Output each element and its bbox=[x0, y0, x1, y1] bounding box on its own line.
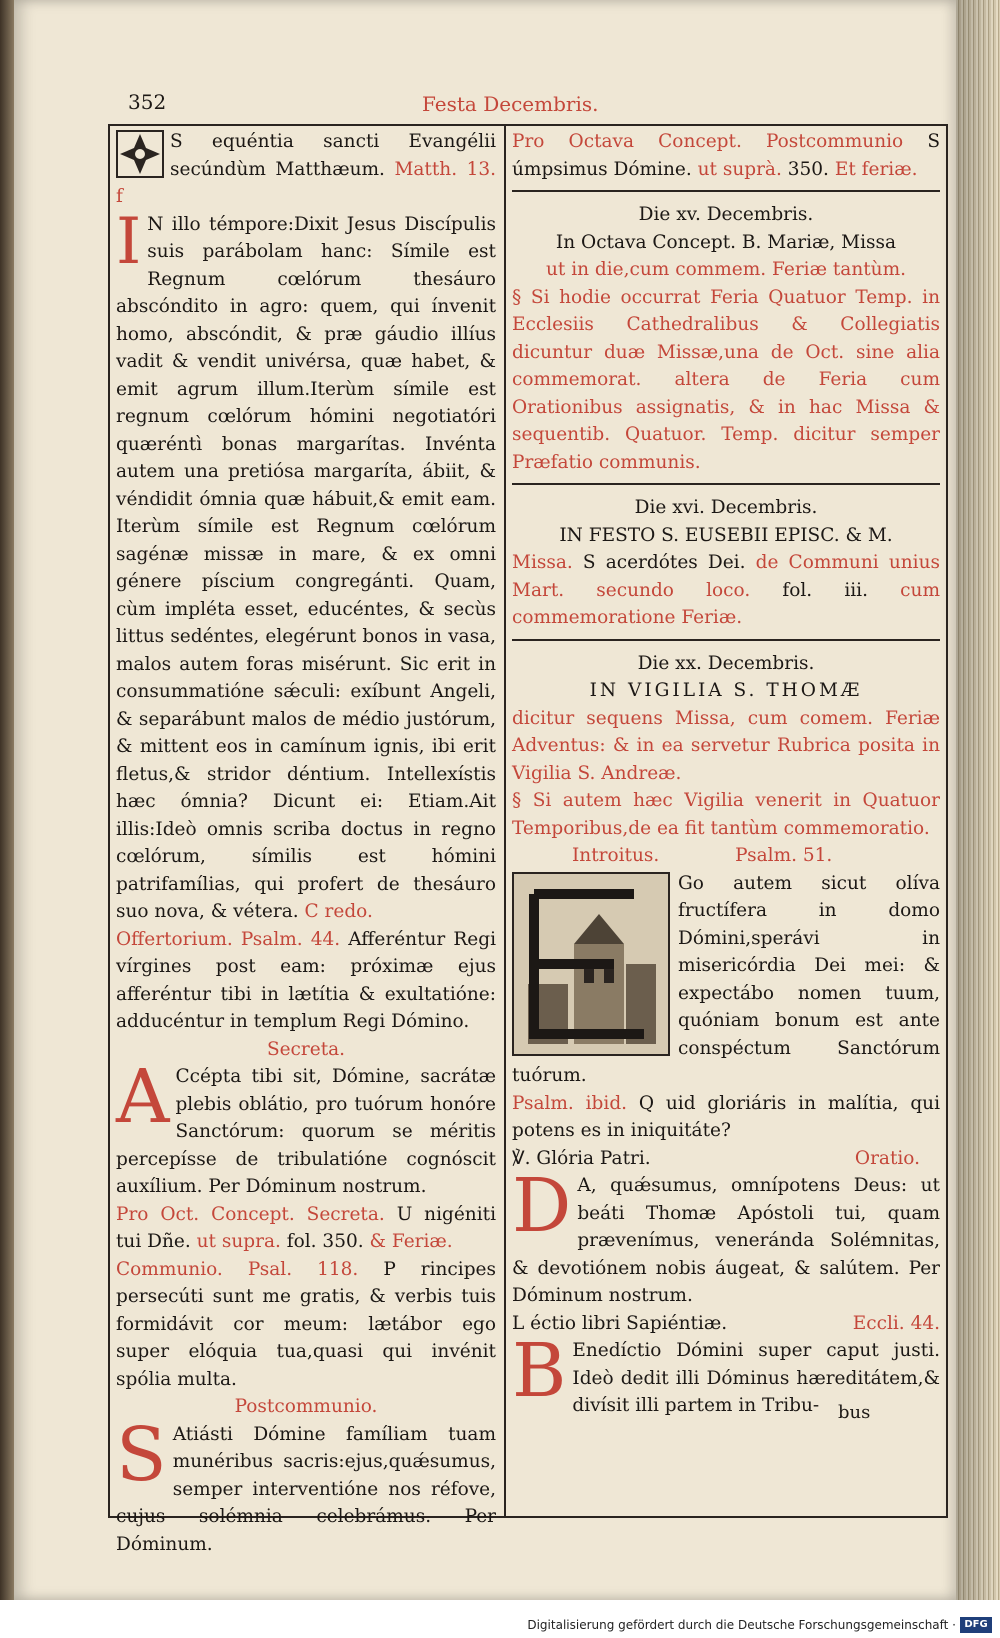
postcommunion-dropcap: S bbox=[116, 1411, 167, 1498]
column-divider bbox=[504, 124, 506, 1516]
day20-title: Die xx. Decembris. bbox=[637, 652, 815, 674]
psalm-text: Q uid gloriáris in malítia, qui potens es in iniquitáte? bbox=[512, 1092, 940, 1141]
running-title: Festa Decembris. bbox=[422, 92, 599, 116]
octave-secreta-text: U nigéniti tui Dñe. bbox=[116, 1203, 496, 1252]
secreta-label: Secreta. bbox=[266, 1038, 346, 1060]
introit-psalm: Psalm. 51. bbox=[735, 845, 833, 866]
octave-postcomm-label: Pro Octava Concept. Postcommunio bbox=[512, 131, 904, 152]
digitization-credit: Digitalisierung gefördert durch die Deutsche Forschungsgemeinschaft · bbox=[527, 1618, 956, 1632]
dfg-logo: DFG bbox=[960, 1617, 992, 1633]
octave-secreta-ferial: & Feriæ. bbox=[369, 1231, 453, 1252]
day15-rubric: ut in die,cum commem. Feriæ tantùm. bbox=[545, 259, 907, 280]
footer-bar bbox=[0, 1600, 1000, 1638]
gospel-intro: S equéntia sancti Evangélii secúndùm Matthæum. bbox=[170, 131, 496, 180]
left-column bbox=[116, 128, 496, 1558]
octave-postcomm-fol: 350. bbox=[787, 158, 829, 180]
octave-postcomm-ferial: Et feriæ. bbox=[834, 158, 918, 180]
book-spine-shadow bbox=[0, 0, 14, 1638]
oratio-text: A, quǽsumus, omnípotens Deus: ut beáti Thomæ Apóstoli tui, quam prævenímus, veneránda Solémnitas, & devotiónem nobis áugeat, & salútem. Per Dóminum nostrum. bbox=[512, 1175, 940, 1306]
day20-heading: IN VIGILIA S. THOMÆ bbox=[589, 680, 863, 701]
secreta-text: Ccépta tibi sit, Dómine, sacrátæ plebis oblátio, pro tuórum honóre Sanctórum: quorum se méritis percepísse de tribulatióne cognóscit auxílium. Per Dóminum nostrum. bbox=[116, 1066, 496, 1197]
octave-secreta-ref: ut supra. bbox=[196, 1231, 281, 1252]
woodcut-initial-e-icon bbox=[512, 872, 670, 1056]
postcommunion-label: Postcommunio. bbox=[234, 1396, 378, 1417]
day15-note: § Si hodie occurrat Feria Quatuor Temp. in Ecclesiis Cathedralibus & Collegiatis dicuntur duæ Missæ,una de Oct. sine alia commemorat. altera de Feria cum Orationibus assignatis, & in hac Missa & sequentib. Quatuor. Temp. dicitur semper Præfatio communis. bbox=[512, 286, 940, 473]
right-rule bbox=[946, 124, 948, 1516]
day20-rubric: dicitur sequens Missa, cum comem. Feriæ Adventus: & in ea servetur Rubrica posita in Vigilia S. Andreæ. bbox=[512, 707, 940, 784]
lectio-text: Enedíctio Dómini super caput justi. Ideò dedit illi Dóminus hæreditátem,& divísit illi partem in Tribu- bbox=[572, 1340, 940, 1416]
section-divider bbox=[512, 483, 940, 485]
page-edge-shadow bbox=[956, 0, 1000, 1600]
day16-rubric: de Communi unius Mart. secundo loco. bbox=[512, 552, 940, 601]
oratio-label: Oratio. bbox=[854, 1147, 920, 1169]
catchword: bus bbox=[838, 1402, 871, 1423]
gospel-text: N illo témpore:Dixit Jesus Discípulis suis parábolam hanc: Símile est Regnum cœlórum thesáuro abscóndito in agro: quem, qui ínvenit homo, abscóndit, & præ gáudio illíus vadit & vendit univérsa, quæ habet, & emit agrum illum.Iterùm símile est regnum cœlórum hómini negotiatóri quæréntì bonas margarítas. Invénta autem una pretiósa margaríta, ábiit, & véndidit ómnia quæ hábuit,& emit eam. Iterùm símile est Regnum cœlórum sagénæ missæ in mare, & ex omni génere píscium congregánti. Quam, cùm impléta esset, educéntes, & secùs littus sedéntes, elegérunt bonos in vasa, malos autem foras misérunt. Sic erit in consummatióne sǽculi: exíbunt Angeli, & separábunt malos de médio justórum, & mittent eos in camínum ignis, ibi erit fletus,& stridor déntium. Intellexístis hæc ómnia? Dicunt ei: Etiam.Ait illis:Ideò omnis scriba doctus in regno cœlórum, símilis est hómini patrifamílias, qui profert de thesáuro suo nova, & vétera. bbox=[116, 213, 496, 922]
introit-label: Introitus. bbox=[572, 845, 660, 866]
right-column bbox=[512, 128, 940, 1420]
day16-heading: IN FESTO S. EUSEBII EPISC. & M. bbox=[559, 524, 893, 546]
octave-secreta-label: Pro Oct. Concept. Secreta. bbox=[116, 1203, 385, 1225]
octave-secreta-fol: fol. 350. bbox=[286, 1231, 364, 1252]
section-divider bbox=[512, 639, 940, 641]
credo: C redo. bbox=[304, 901, 373, 922]
left-rule bbox=[108, 124, 110, 1516]
offertory-text: Afferéntur Regi vírgines post eam: próximæ ejus afferéntur tibi in lætítia & exultatióne: adducéntur in templum Regi Dómino. bbox=[116, 928, 496, 1032]
day16-incipit: S acerdótes Dei. bbox=[582, 552, 746, 573]
day16-title: Die xvi. Decembris. bbox=[634, 497, 818, 518]
page-number: 352 bbox=[128, 90, 167, 114]
lectio-dropcap: B bbox=[512, 1328, 567, 1414]
communion-text: P rincipes persecúti sunt me gratis, & verbis tuis formidávit cor meum: lætábor ego super elóquia tua,quasi qui invénit spólia multa. bbox=[116, 1258, 496, 1390]
gospel-reference: Matth. 13. f bbox=[116, 158, 496, 207]
gospel-dropcap: I bbox=[116, 204, 142, 279]
communion-label: Communio. Psal. 118. bbox=[116, 1258, 359, 1280]
introit-text: Go autem sicut olíva fructífera in domo Dómini,sperávi in misericórdia Dei mei: & expectábo nomen tuum, quóniam bonum est ante conspéctum Sanctórum tuórum. bbox=[512, 872, 940, 1086]
day20-note: § Si autem hæc Vigilia venerit in Quatuor Temporibus,de ea fit tantùm commemoratio. bbox=[512, 790, 940, 839]
section-divider bbox=[512, 190, 940, 192]
lectio-reference: Eccli. 44. bbox=[852, 1312, 940, 1334]
psalm-label: Psalm. ibid. bbox=[512, 1092, 628, 1114]
day15-heading: In Octava Concept. B. Mariæ, Missa bbox=[555, 231, 897, 253]
day15-title: Die xv. Decembris. bbox=[638, 204, 814, 225]
ornament-icon bbox=[116, 130, 164, 178]
day16-fol: fol. iii. bbox=[782, 579, 868, 601]
octave-postcomm-text: S úmpsimus Dómine. bbox=[512, 131, 940, 180]
secreta-dropcap: A bbox=[116, 1054, 170, 1140]
day16-missa: Missa. bbox=[512, 552, 573, 573]
offertory-label: Offertorium. Psalm. 44. bbox=[116, 928, 341, 950]
day16-commem: cum commemoratione Feriæ. bbox=[512, 579, 940, 628]
postcommunion-text: Atiásti Dómine famíliam tuam munéribus sacris:ejus,quǽsumus, semper interventióne nos réfove, cujus solémnia celebrámus. Per Dóminum. bbox=[116, 1423, 496, 1555]
oratio-dropcap: D bbox=[512, 1163, 572, 1249]
octave-postcomm-ref: ut suprà. bbox=[697, 158, 782, 180]
lectio-label: L éctio libri Sapiéntiæ. bbox=[512, 1312, 728, 1334]
gloria: ℣. Glória Patri. bbox=[512, 1147, 651, 1169]
